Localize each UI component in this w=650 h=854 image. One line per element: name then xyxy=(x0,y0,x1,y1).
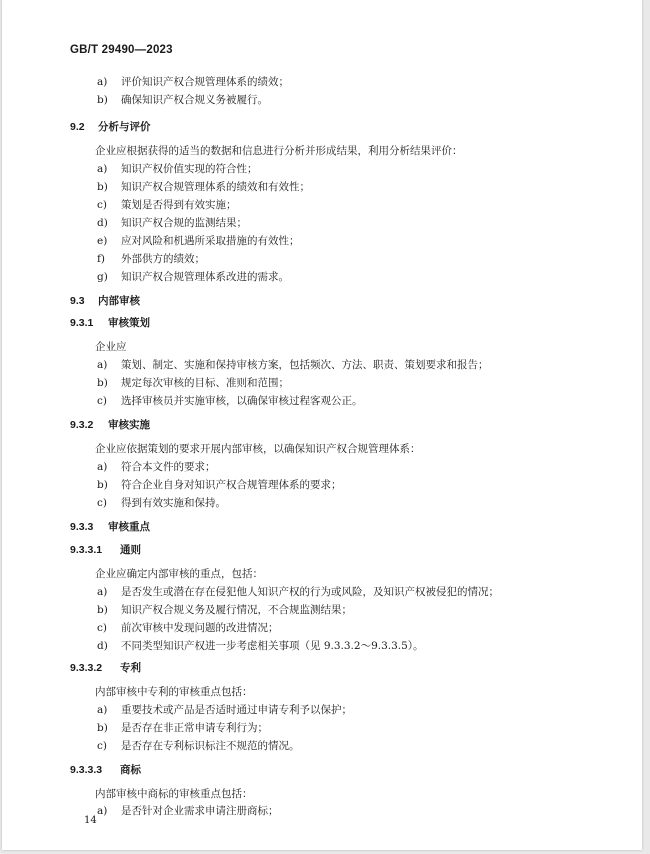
paragraph: 企业应根据获得的适当的数据和信息进行分析并形成结果，利用分析结果评价： xyxy=(95,145,463,157)
page-number: 14 xyxy=(84,815,97,826)
document-page: GB/T 29490—2023 a) 评价知识产权合规管理体系的绩效； b) 确保知识产权合规义务被履行。 9.2 分析与评价 企业应根据获得的适当的数据和信息进行分析并形成结果，利用分析结果评价： a) 知识产权价值实现的符合性； b) 知识产权合规管理体系的绩效和有效性； c) 策划是否得到有效实施； d) 知识产权合规的监测结果； e) 应对风险和机遇所采取措施的有效性； f) 外部供方的绩效； g) 知识产权合规管理体系改进的需求。 9.3 内部审核 9.3.1 审核策划 企业应 a) 策划、制定、实施和保持审核方案，包括频次、方法、职责、策划要求和报告； b) 规定每次审核的目标、准则和范围； c) 选择审核员并实施审核，以确保审核过程客观公正。 9.3.2 审核实施 企业应依据策划的要求开展内部审核，以确保知识产权合规管理体系： a) 符合本文件的要求； b) 符合企业自身对知识产权合规管理体系的要求； c) 得到有效实施和保持。 9.3.3 审核重点 9.3.3.1 通则 企业应确定内部审核的重点，包括： a) 是否发生或潜在存在侵犯他人知识产权的行为或风险，及知识产权被侵犯的情况； b) 知识产权合规义务及履行情况，不合规监测结果； c) 前次审核中发现问题的改进情况； d) 不同类型知识产权进一步考虑相关事项（见 9.3.3.2～9.3.3.5）。 9.3.3.2 专利 内部审核中专利的审核重点包括： a) 重要技术或产品是否适时通过申请专利予以保护； b) 是否存在非正常申请专利行为； c) 是否存在专利标识标注不规范的情况。 9.3.3.3 商标 内部审核中商标的审核重点包括： a) 是否针对企业需求申请注册商标； 14 xyxy=(2,0,642,850)
paragraph: 内部审核中专利的审核重点包括： xyxy=(95,686,253,698)
section-heading-9-3-1: 9.3.1 审核策划 xyxy=(70,317,150,329)
standard-code-header: GB/T 29490—2023 xyxy=(70,44,173,56)
section-heading-9-3-2: 9.3.2 审核实施 xyxy=(70,419,150,431)
paragraph: 企业应依据策划的要求开展内部审核，以确保知识产权合规管理体系： xyxy=(95,443,421,455)
paragraph: 内部审核中商标的审核重点包括： xyxy=(95,788,253,800)
section-heading-9-3: 9.3 内部审核 xyxy=(70,295,140,307)
paragraph: 企业应确定内部审核的重点，包括： xyxy=(95,568,263,580)
section-heading-9-2: 9.2 分析与评价 xyxy=(70,121,151,133)
paragraph: 企业应 xyxy=(95,341,127,353)
section-heading-9-3-3-3: 9.3.3.3 商标 xyxy=(70,764,141,776)
section-heading-9-3-3: 9.3.3 审核重点 xyxy=(70,521,150,533)
section-heading-9-3-3-2: 9.3.3.2 专利 xyxy=(70,662,141,674)
section-heading-9-3-3-1: 9.3.3.1 通则 xyxy=(70,544,141,556)
